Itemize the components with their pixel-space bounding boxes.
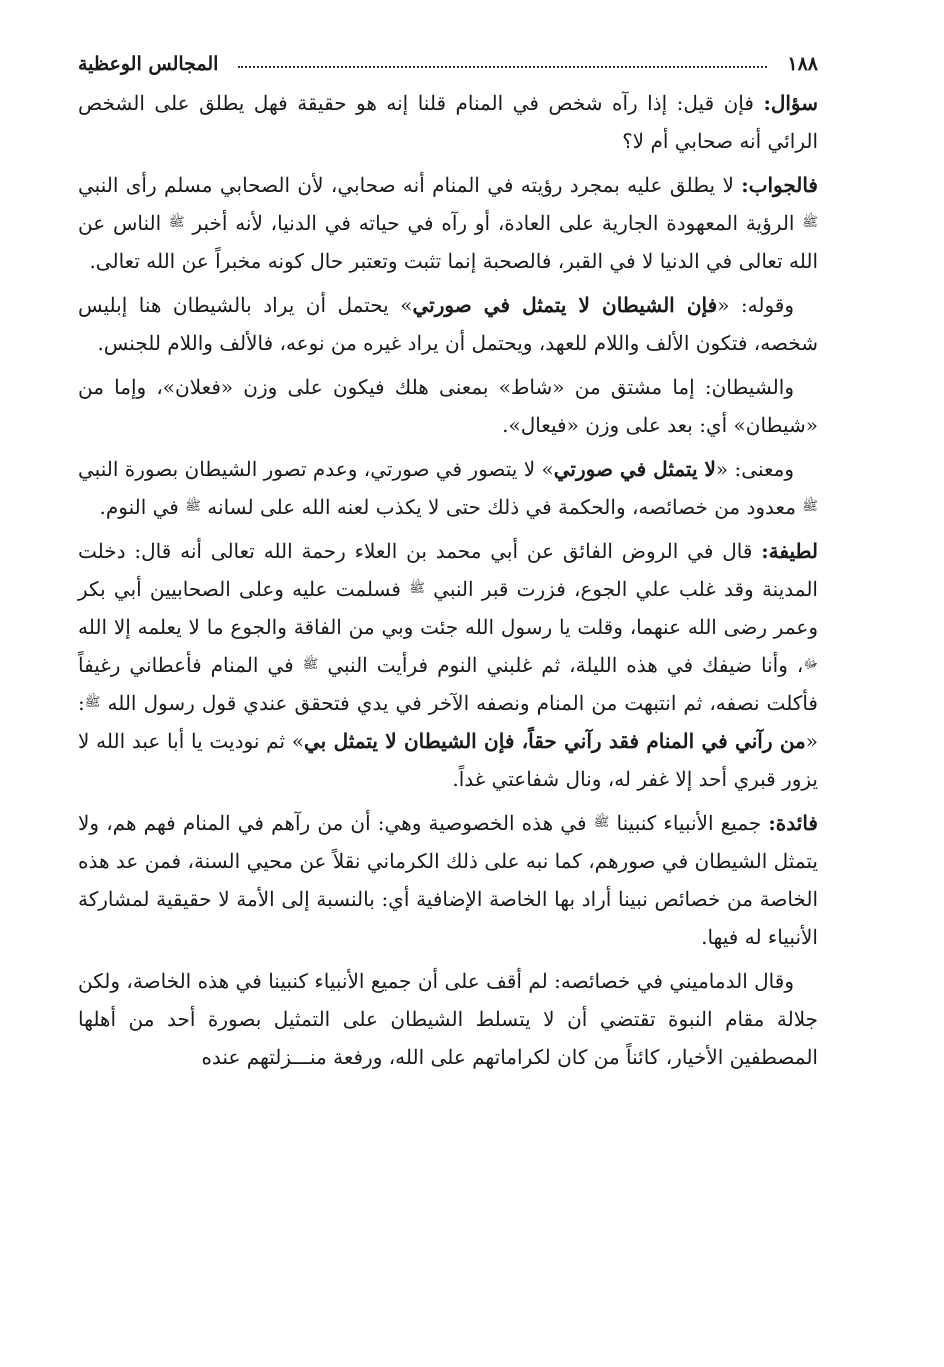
answer-label: فالجواب:	[741, 173, 818, 197]
benefit-text-1: جميع الأنبياء كنبينا	[609, 811, 769, 835]
salawat-icon: ﷺ	[185, 499, 201, 514]
paragraph-anecdote	[78, 532, 818, 798]
benefit-label: فائدة:	[768, 811, 818, 835]
meaning-text-3: معدود من خصائصه، والحكمة في ذلك حتى لا يكذب لعنه الله على لسانه	[200, 495, 803, 519]
salawat-icon: ﷺ	[84, 695, 101, 710]
salawat-icon: ﷺ	[168, 215, 185, 230]
paragraph-damamini	[78, 962, 818, 1076]
salawat-icon: ﷺ	[302, 657, 319, 672]
salawat-icon: ﷺ	[802, 499, 818, 514]
paragraph-benefit	[78, 804, 818, 956]
anecdote-label: لطيفة:	[761, 539, 818, 563]
anecdote-text-3: ، وأنا ضيفك في هذه الليلة، ثم غلبني النوم فرأيت النبي	[318, 653, 804, 677]
salawat-icon: ﷺ	[802, 215, 818, 230]
answer-text-2: الرؤية المعهودة الجارية على العادة، أو رآه في حياته في الدنيا، لأنه أخبر	[184, 211, 803, 235]
meaning-text-4: في النوم.	[99, 495, 186, 519]
paragraph-meaning	[78, 450, 818, 526]
paragraph-question	[78, 84, 818, 160]
explanation-text-2: » يحتمل أن يراد بالشيطان هنا إبليس شخصه، فتكون الألف واللام للعهد، ويحتمل أن يراد غيره من نوعه، فالألف واللام للجنس.	[78, 293, 818, 355]
anecdote-text-5: : «	[78, 691, 819, 753]
question-label: سؤال:	[763, 91, 818, 115]
question-text: فإن قيل: إذا رآه شخص في المنام قلنا إنه هو حقيقة فهل يطلق على الشخص الرائي أنه صحابي أم لا؟	[78, 91, 818, 153]
explanation-text-1: وقوله: «	[717, 293, 795, 317]
jalla-icon: ﷻ	[803, 657, 818, 672]
paragraph-etymology	[78, 368, 818, 444]
damamini-text: وقال الدماميني في خصائصه: لم أقف على أن جميع الأنبياء كنبينا في هذه الخاصة، ولكن جلالة مقام النبوة تقتضي أن لا يتسلط الشيطان على التمثيل بصورة أحد من أهلها المصطفين الأخيار، كائناً من كان لكراماتهم على الله، ورفعة منـــزلتهم عنده	[78, 969, 818, 1069]
answer-text-1: لا يطلق عليه بمجرد رؤيته في المنام أنه صحابي، لأن الصحابي مسلم رأى النبي	[78, 173, 742, 197]
anecdote-text-2: فسلمت عليه وعلى الصحابيين أبي بكر وعمر رضى الله عنهما، وقلت يا رسول الله جئت وبي من الفاقة والجوع ما لا يعلمه إلا الله	[78, 577, 818, 639]
paragraph-hadith-explanation	[78, 286, 818, 362]
meaning-text-2: » لا يتصور في صورتي، وعدم تصور الشيطان بصورة النبي	[78, 457, 554, 481]
page-number: ١٨٨	[787, 53, 818, 75]
book-title: المجالس الوعظية	[78, 53, 219, 75]
paragraph-answer	[78, 166, 818, 280]
anecdote-hadith-quote: من رآني في المنام فقد رآني حقاً، فإن الشيطان لا يتمثل بي	[304, 729, 806, 753]
etymology-text: والشيطان: إما مشتق من «شاط» بمعنى هلك فيكون على وزن «فعلان»، وإما من «شيطان» أي: بعد على وزن «فيعال».	[78, 375, 818, 437]
running-header	[78, 44, 818, 84]
hadith-quote: فإن الشيطان لا يتمثل في صورتي	[412, 293, 718, 317]
salawat-icon: ﷺ	[593, 815, 610, 830]
book-page	[78, 44, 818, 1082]
anecdote-text-1: قال في الروض الفائق عن أبي محمد بن العلاء رحمة الله تعالى أنه قال: دخلت المدينة وقد غلب علي الجوع، فزرت قبر النبي	[78, 539, 818, 601]
benefit-text-2: في هذه الخصوصية وهي: أن من رآهم في المنام فهم هم، ولا يتمثل الشيطان في صورهم، كما نبه على ذلك الكرماني نقلاً عن محيي السنة، فمن عد هذه الخاصة من خصائص نبينا أراد بها الخاصة الإضافية أي: بالنسبة إلى الأمة لا حقيقية لمشاركة الأنبياء له فيها.	[78, 811, 818, 949]
salawat-icon: ﷺ	[409, 581, 425, 596]
meaning-quote: لا يتمثل في صورتي	[553, 457, 716, 481]
header-dotted-leader	[238, 66, 767, 68]
anecdote-text-6: » ثم نوديت يا أبا عبد الله لا يزور قبري أحد إلا غفر له، ونال شفاعتي غداً.	[78, 729, 818, 791]
anecdote-text-4: في المنام فأعطاني رغيفاً فأكلت نصفه، ثم انتبهت من المنام ونصفه الآخر في يدي فتحقق عندي قول رسول الله	[78, 653, 818, 715]
answer-text-3: الناس عن الله تعالى في الدنيا لا في القبر، فالصحبة إنما تثبت وتعتبر حال كونه مخبراً عن الله تعالى.	[78, 211, 818, 273]
meaning-text-1: ومعنى: «	[715, 457, 795, 481]
